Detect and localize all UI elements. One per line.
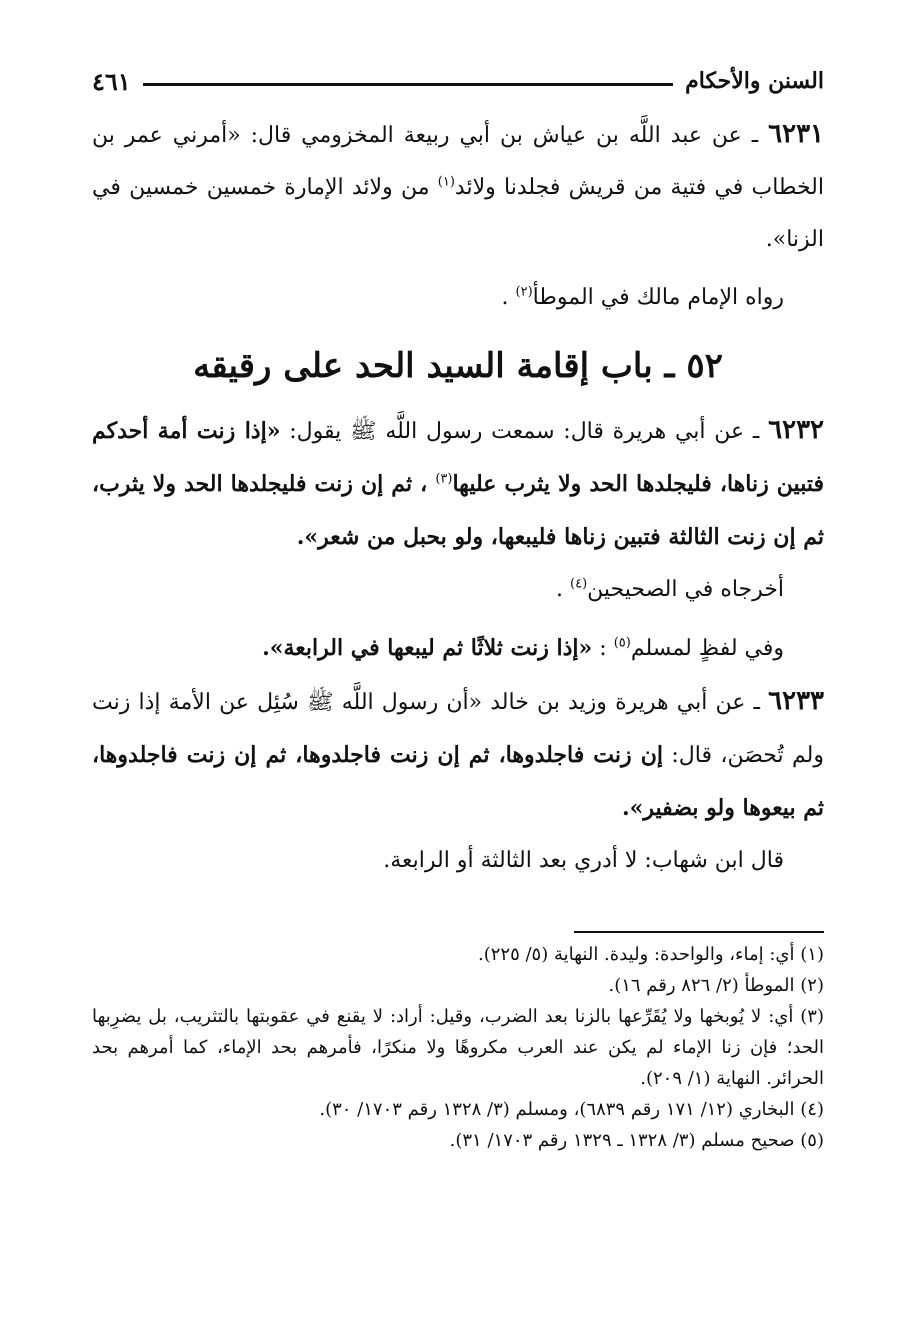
footnote-text: الموطأ (٢/ ٨٢٦ رقم ١٦). xyxy=(608,975,795,996)
footnote-number: (١) xyxy=(800,944,824,965)
footnote-text: أي: إماء، والواحدة: وليدة. النهاية (٥/ ٢٢٥). xyxy=(477,944,795,965)
chapter-heading: ٥٢ ـ باب إقامة السيد الحد على رقيقه xyxy=(193,346,723,386)
hadith-text: عن عبد اللَّه بن عياش بن أبي ربيعة المخزومي قال: «أمرني عمر بن الخطاب في فتية من قريش فجلدنا ولائد xyxy=(92,123,824,200)
footnote-text: صحيح مسلم (٣/ ١٣٢٨ ـ ١٣٢٩ رقم ١٧٠٣/ ٣١). xyxy=(449,1130,795,1151)
footnotes xyxy=(92,939,824,1156)
hadith-number: ٦٢٣٢ xyxy=(768,415,824,445)
footnote-number: (٢) xyxy=(800,975,824,996)
source-text: رواه الإمام مالك في الموطأ xyxy=(532,285,784,310)
footnote-4 xyxy=(92,1094,824,1125)
variant-colon: : xyxy=(592,636,614,661)
source-end: . xyxy=(501,285,516,310)
hadith-6231-source xyxy=(92,272,824,324)
hadith-dash: ـ xyxy=(741,123,769,148)
footnote-2 xyxy=(92,970,824,1001)
footnote-marker: (٢) xyxy=(515,284,533,300)
hadith-6232-source xyxy=(92,564,824,616)
footnote-marker: (٣) xyxy=(435,471,453,487)
prophetic-quote-cont: ، ثم إن زنت فليجلدها الحد ولا يثرب، ثم إن زنت الثالثة فتبين زناها فليبعها، ولو بحبل من شعر». xyxy=(92,471,824,550)
source-text: أخرجاه في الصحيحين xyxy=(587,577,784,602)
hadith-number: ٦٢٣١ xyxy=(768,119,824,149)
footnote-1 xyxy=(92,939,824,970)
footnote-5 xyxy=(92,1125,824,1156)
hadith-number: ٦٢٣٣ xyxy=(768,686,824,716)
footnote-separator xyxy=(574,931,824,933)
hadith-text: عن أبي هريرة وزيد بن خالد «أن رسول اللَّه ﷺ سُئِل عن الأمة إذا زنت ولم تُحصَن، قال: xyxy=(92,690,824,768)
hadith-6233-note: قال ابن شهاب: لا أدري بعد الثالثة أو الرابعة. xyxy=(383,848,784,873)
footnote-marker: (٥) xyxy=(613,635,631,651)
hadith-6232-variant xyxy=(92,622,824,675)
source-end: . xyxy=(556,577,571,602)
page-header xyxy=(92,60,824,102)
footnote-number: (٥) xyxy=(800,1130,824,1151)
variant-quote: «إذا زنت ثلاثًا ثم ليبعها في الرابعة». xyxy=(262,635,593,661)
prophetic-quote: «إذا زنت أمة أحدكم فتبين زناها، فليجلدها الحد ولا يثرب عليها xyxy=(92,418,824,497)
page xyxy=(92,60,824,1338)
footnote-text: البخاري (١٢/ ١٧١ رقم ٦٨٣٩)، ومسلم (٣/ ١٣٢٨ رقم ١٧٠٣/ ٣٠). xyxy=(319,1099,795,1120)
footnote-number: (٤) xyxy=(800,1099,824,1120)
hadith-dash: ـ xyxy=(744,419,769,444)
hadith-6233 xyxy=(92,675,824,835)
prophetic-quote: إن زنت فاجلدوها، ثم إن زنت فاجلدوها، ثم إن زنت فاجلدوها، ثم بيعوها ولو بضفير». xyxy=(92,742,824,821)
footnote-3 xyxy=(92,1001,824,1094)
hadith-text-cont: من ولائد الإمارة خمسين خمسين في الزنا». xyxy=(92,175,824,252)
hadith-dash: ـ xyxy=(745,690,769,715)
footnote-text: أي: لا يُوبخها ولا يُقَرِّعها بالزنا بعد الضرب، وقيل: أراد: لا يقنع في عقوبتها بالتثريب، بل يضرِبها الحد؛ فإن زنا الإماء لم يكن عند العرب مكروهًا ولا منكرًا، فأمرهم بحد الإماء، كما أمرهم بحد الحرائر. النهاية (١/ ٢٠٩). xyxy=(92,1006,824,1089)
footnote-number: (٣) xyxy=(800,1006,824,1027)
variant-intro: وفي لفظٍ لمسلم xyxy=(630,636,784,661)
footnote-marker: (١) xyxy=(437,174,455,190)
hadith-text: عن أبي هريرة قال: سمعت رسول اللَّه ﷺ يقول: xyxy=(280,419,745,444)
header-rule xyxy=(143,83,673,86)
running-title: السنن والأحكام xyxy=(685,68,824,94)
footnote-marker: (٤) xyxy=(570,576,588,592)
hadith-6232 xyxy=(92,404,824,564)
page-number: ٤٦١ xyxy=(92,66,131,96)
hadith-6231 xyxy=(92,108,824,266)
